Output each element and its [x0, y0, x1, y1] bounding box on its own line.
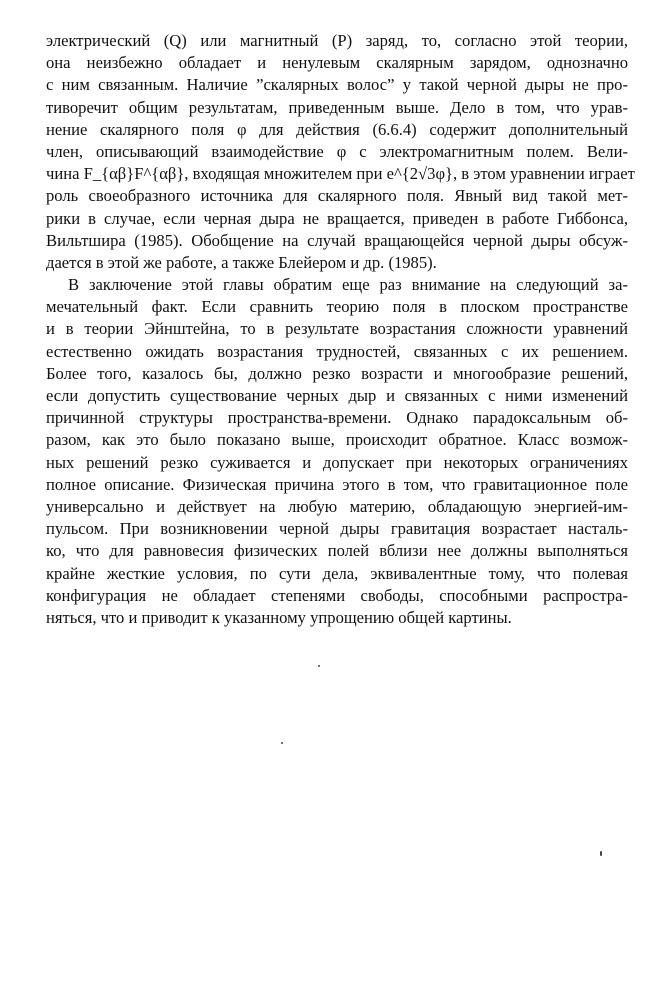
text-line: электрический (Q) или магнитный (P) заряд, то, согласно этой теории,: [46, 31, 628, 50]
text-line: тиворечит общим результатам, приведенным выше. Дело в том, что урав-: [46, 97, 628, 117]
text-line-formula: чина F_{αβ}F^{αβ}, входящая множителем при e^{2√3φ}, в этом уравнении играет: [46, 164, 635, 184]
text-line: В заключение этой главы обратим еще раз внимание на следующий за-: [68, 275, 628, 295]
scan-speck: [600, 851, 602, 856]
text-line: если допустить существование черных дыр и связанных с ними изменений: [46, 386, 628, 405]
text-line: дается в этой же работе, а также Блейером и др. (1985).: [46, 252, 437, 272]
scan-speck: [281, 742, 283, 744]
text-line: с ним связанным. Наличие ”скалярных волос” у такой черной дыры не про-: [46, 75, 628, 95]
text-line: нение скалярного поля φ для действия (6.6.4) содержит дополнительный: [46, 119, 628, 139]
text-line: член, описывающий взаимодействие φ с электромагнитным полем. Вели-: [46, 141, 628, 161]
text-line: крайне жесткие условия, по сути дела, эквивалентные тому, что полевая: [46, 563, 628, 583]
scan-speck: [318, 665, 320, 667]
text-line: няться, что и приводит к указанному упрощению общей картины.: [46, 607, 512, 627]
text-line: причинной структуры пространства-времени. Однако парадоксальным об-: [46, 408, 628, 428]
text-line: Более того, казалось бы, должно резко возрасти и многообразие решений,: [46, 363, 628, 383]
text-line: полное описание. Физическая причина этого в том, что гравитационное поле: [46, 474, 628, 494]
text-line: Вильтшира (1985). Обобщение на случай вращающейся черной дыры обсуж-: [46, 230, 628, 250]
text-line: и в теории Эйнштейна, то в результате возрастания сложности уравнений: [46, 319, 628, 339]
document-page: [46, 30, 635, 629]
paragraph-2: [46, 274, 628, 629]
text-line: конфигурация не обладает степенями свободы, способными распростра-: [46, 585, 628, 605]
text-line: универсально и действует на любую материю, обладающую энергией-им-: [46, 496, 628, 516]
paragraph-1: [46, 30, 635, 274]
text-line: ных решений резко суживается и допускает при некоторых ограничениях: [46, 452, 628, 472]
text-line: рики в случае, если черная дыра не вращается, приведен в работе Гиббонса,: [46, 208, 628, 228]
text-line: мечательный факт. Если сравнить теорию поля в плоском пространстве: [46, 297, 628, 317]
text-line: роль своеобразного источника для скалярного поля. Явный вид такой мет-: [46, 186, 628, 206]
text-line: она неизбежно обладает и ненулевым скалярным зарядом, однозначно: [46, 53, 628, 73]
text-line: естественно ожидать возрастания трудностей, связанных с их решением.: [46, 341, 628, 361]
text-line: разом, как это было показано выше, происходит обратное. Класс возмож-: [46, 430, 628, 450]
text-line: ко, что для равновесия физических полей вблизи нее должны выполняться: [46, 541, 628, 561]
text-line: пульсом. При возникновении черной дыры гравитация возрастает насталь-: [46, 519, 628, 539]
